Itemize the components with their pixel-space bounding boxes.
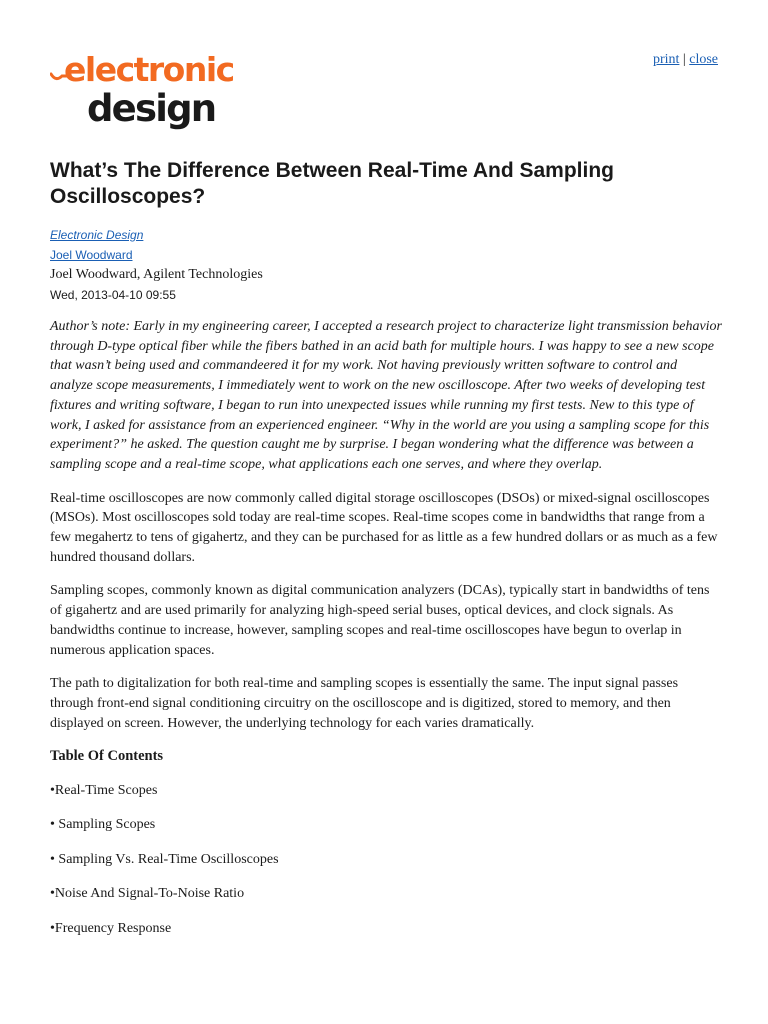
paragraph: The path to digitalization for both real-time and sampling scopes is essentially the same. The input signal passes through front-end signal conditioning circuitry on the oscilloscope and is digitized, stored to memory, and then displayed on screen. However, the underlying technology for each varies dramatically.	[50, 676, 679, 731]
paragraph: Sampling scopes, commonly known as digital communication analyzers (DCAs), typically start in bandwidths of tens of gigahertz and are used primarily for analyzing high-speed serial buses, optical devices, and clock signals. As bandwidths continue to increase, however, sampling scopes and real-time oscilloscopes have begun to overlap in numerous application spaces.	[50, 583, 710, 658]
toc-item[interactable]: •Frequency Response	[50, 920, 172, 936]
link-separator: |	[682, 52, 686, 67]
close-link[interactable]: close	[689, 52, 718, 67]
paragraph: Real-time oscilloscopes are now commonly called digital storage oscilloscopes (DSOs) or mixed-signal oscilloscopes (MSOs). Most oscilloscopes sold today are real-time scopes. Real-time scopes come in bandwidths that range from a few megahertz to tens of gigahertz, and they can be purchased for as little as a few hundred dollars or as much as a few hundred thousand dollars.	[50, 490, 718, 565]
logo-text-electronic: electronic	[64, 50, 234, 89]
toc-heading: Table Of Contents	[50, 748, 164, 765]
publication-link[interactable]: Electronic Design	[50, 228, 144, 242]
toc-item[interactable]: •Real-Time Scopes	[50, 783, 158, 799]
byline: Joel Woodward, Agilent Technologies	[50, 267, 263, 282]
toc-item[interactable]: • Sampling Scopes	[50, 817, 156, 833]
article-meta	[50, 225, 710, 305]
article-body	[50, 317, 722, 953]
print-link[interactable]: print	[652, 52, 680, 67]
publish-date: Wed, 2013-04-10 09:55	[50, 288, 176, 302]
top-links	[653, 52, 718, 68]
toc-item[interactable]: • Sampling Vs. Real-Time Oscilloscopes	[50, 851, 279, 867]
logo-text-design: design	[87, 87, 216, 130]
authors-note: Author’s note: Early in my engineering career, I accepted a research project to characterize light transmission behavior through D-type optical fiber while the fibers bathed in an acid bath for multiple hours. I was happy to see a new scope that wasn’t being used and commandeered it for my work. Not having previously written software to control and analyze scope measurements, I immediately went to work on the new oscilloscope. After two weeks of developing test fixtures and writing software, I began to run into unexpected issues while running my first tests. New to this type of work, I asked for assistance from an experienced engineer. “Why in the world are you using a sampling scope for this experiment?” he asked. The question caught me by surprise. I began wondering what the difference was between a sampling scope and a real-time scope, what applications each one serves, and where they overlap.	[50, 319, 722, 472]
article-title: What’s The Difference Between Real-Time And Sampling Oscilloscopes?	[50, 159, 614, 208]
toc-item[interactable]: •Noise And Signal-To-Noise Ratio	[50, 886, 245, 902]
electronic-design-logo	[50, 50, 234, 132]
author-link[interactable]: Joel Woodward	[50, 248, 133, 262]
